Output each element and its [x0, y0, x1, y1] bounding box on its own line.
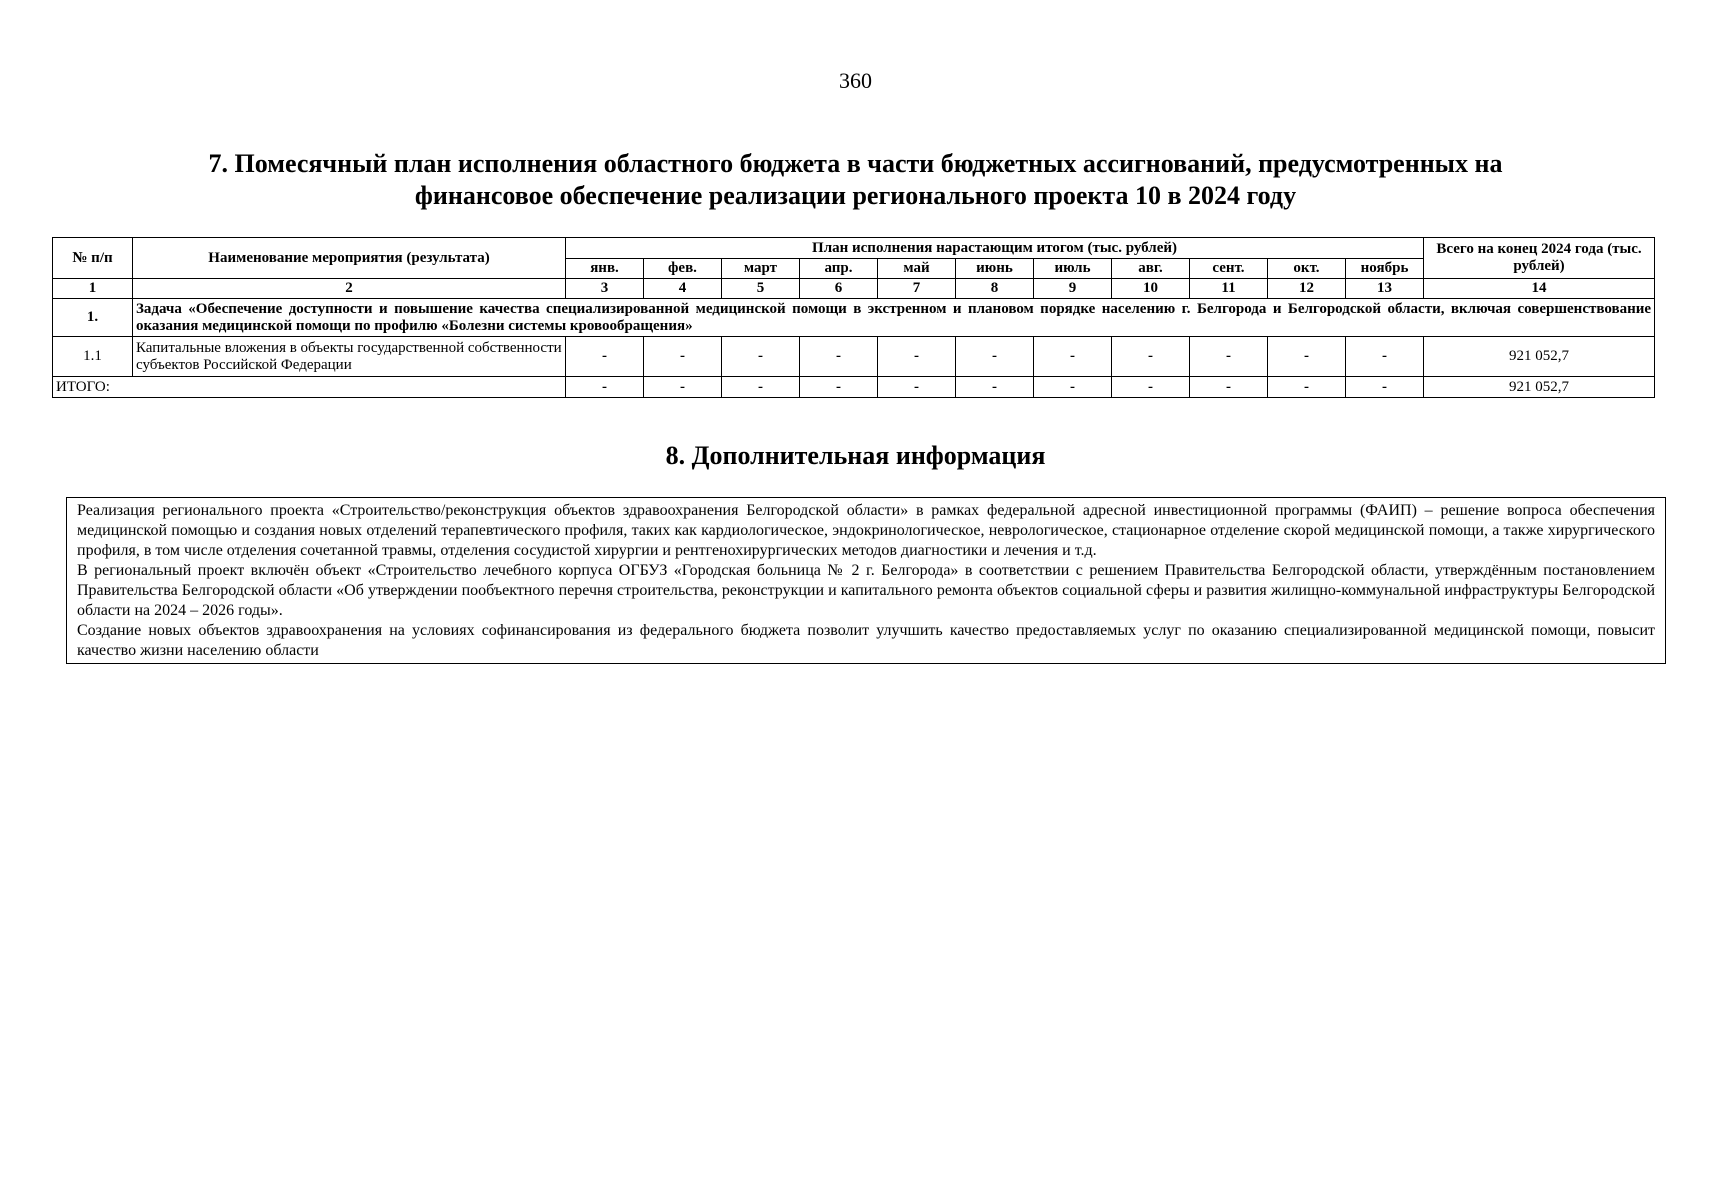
row-month-value: -	[956, 337, 1034, 377]
column-number: 12	[1268, 279, 1346, 299]
header-total: Всего на конец 2024 года (тыс. рублей)	[1424, 238, 1655, 279]
itogo-month-value: -	[1268, 377, 1346, 398]
itogo-row	[53, 377, 1655, 398]
header-month: окт.	[1268, 259, 1346, 279]
itogo-month-value: -	[722, 377, 800, 398]
itogo-label: ИТОГО:	[53, 377, 133, 398]
header-month: ноябрь	[1346, 259, 1424, 279]
column-number: 11	[1190, 279, 1268, 299]
row-month-value: -	[1034, 337, 1112, 377]
page-number: 360	[839, 68, 872, 93]
info-paragraph: В региональный проект включён объект «Строительство лечебного корпуса ОГБУЗ «Городская больница № 2 г. Белгорода» в соответствии с решением Правительства Белгородской области, утверждённым постановлением Правительства Белгородской области «Об утверждении пообъектного перечня строительства, реконструкции и капитального ремонта объектов социальной сферы и развития жилищно-коммунальной инфраструктуры Белгородской области на 2024 – 2026 годы».	[77, 562, 1655, 619]
itogo-month-value: -	[956, 377, 1034, 398]
header-month: июнь	[956, 259, 1034, 279]
row-month-value: -	[1112, 337, 1190, 377]
header-month: апр.	[800, 259, 878, 279]
header-month: сент.	[1190, 259, 1268, 279]
task-num: 1.	[53, 299, 133, 337]
column-number: 2	[133, 279, 566, 299]
column-number: 6	[800, 279, 878, 299]
budget-plan-table	[52, 237, 1655, 398]
section-7-title-line-2: финансовое обеспечение реализации регионального проекта 10 в 2024 году	[414, 181, 1297, 210]
row-num: 1.1	[53, 337, 133, 377]
itogo-month-value: -	[1190, 377, 1268, 398]
row-month-value: -	[878, 337, 956, 377]
column-number: 9	[1034, 279, 1112, 299]
row-month-value: -	[1268, 337, 1346, 377]
itogo-gap	[133, 377, 566, 398]
table-row	[53, 337, 1655, 377]
column-number: 4	[644, 279, 722, 299]
info-paragraph: Создание новых объектов здравоохранения на условиях софинансирования из федерального бюджета позволит улучшить качество предоставляемых услуг по оказанию специализированной медицинской помощи, повысит качество жизни населению области	[77, 622, 1655, 659]
header-plan: План исполнения нарастающим итогом (тыс. рублей)	[566, 238, 1424, 259]
column-number: 7	[878, 279, 956, 299]
itogo-month-value: -	[644, 377, 722, 398]
itogo-month-value: -	[800, 377, 878, 398]
header-month: янв.	[566, 259, 644, 279]
task-row	[53, 299, 1655, 337]
row-total: 921 052,7	[1424, 337, 1655, 377]
row-month-value: -	[800, 337, 878, 377]
info-paragraph: Реализация регионального проекта «Строительство/реконструкция объектов здравоохранения Белгородской области» в рамках федеральной адресной инвестиционной программы (ФАИП) – решение вопроса обеспечения медицинской помощью и создания новых отделений терапевтического профиля, таких как кардиологическое, эндокринологическое, неврологическое, стационарное отделение скорой медицинской помощи, а также хирургического профиля, в том числе отделения сочетанной травмы, отделения сосудистой хирургии и рентгенохирургических методов диагностики и лечения и т.д.	[77, 502, 1655, 559]
itogo-total: 921 052,7	[1424, 377, 1655, 398]
row-month-value: -	[722, 337, 800, 377]
section-7-title-line-1: 7. Помесячный план исполнения областного бюджета в части бюджетных ассигнований, предусмотренных на	[208, 149, 1503, 178]
section-7-title	[0, 148, 1711, 212]
column-number: 3	[566, 279, 644, 299]
column-number: 13	[1346, 279, 1424, 299]
section-8-title: 8. Дополнительная информация	[665, 441, 1046, 470]
itogo-month-value: -	[1034, 377, 1112, 398]
column-number: 1	[53, 279, 133, 299]
header-month: май	[878, 259, 956, 279]
row-month-value: -	[1346, 337, 1424, 377]
additional-info-box	[66, 497, 1666, 664]
column-number: 8	[956, 279, 1034, 299]
header-name: Наименование мероприятия (результата)	[133, 238, 566, 279]
header-num: № п/п	[53, 238, 133, 279]
row-month-value: -	[566, 337, 644, 377]
column-number: 14	[1424, 279, 1655, 299]
row-month-value: -	[644, 337, 722, 377]
task-text: Задача «Обеспечение доступности и повышение качества специализированной медицинской помощи в экстренном и плановом порядке населению г. Белгорода и Белгородской области, включая совершенствование оказания медицинской помощи по профилю «Болезни системы кровообращения»	[133, 299, 1655, 337]
column-number: 5	[722, 279, 800, 299]
header-month: фев.	[644, 259, 722, 279]
row-name: Капитальные вложения в объекты государственной собственности субъектов Российской Федерации	[133, 337, 566, 377]
itogo-month-value: -	[878, 377, 956, 398]
column-number: 10	[1112, 279, 1190, 299]
header-month: март	[722, 259, 800, 279]
header-month: авг.	[1112, 259, 1190, 279]
itogo-month-value: -	[566, 377, 644, 398]
itogo-month-value: -	[1346, 377, 1424, 398]
header-month: июль	[1034, 259, 1112, 279]
itogo-month-value: -	[1112, 377, 1190, 398]
row-month-value: -	[1190, 337, 1268, 377]
